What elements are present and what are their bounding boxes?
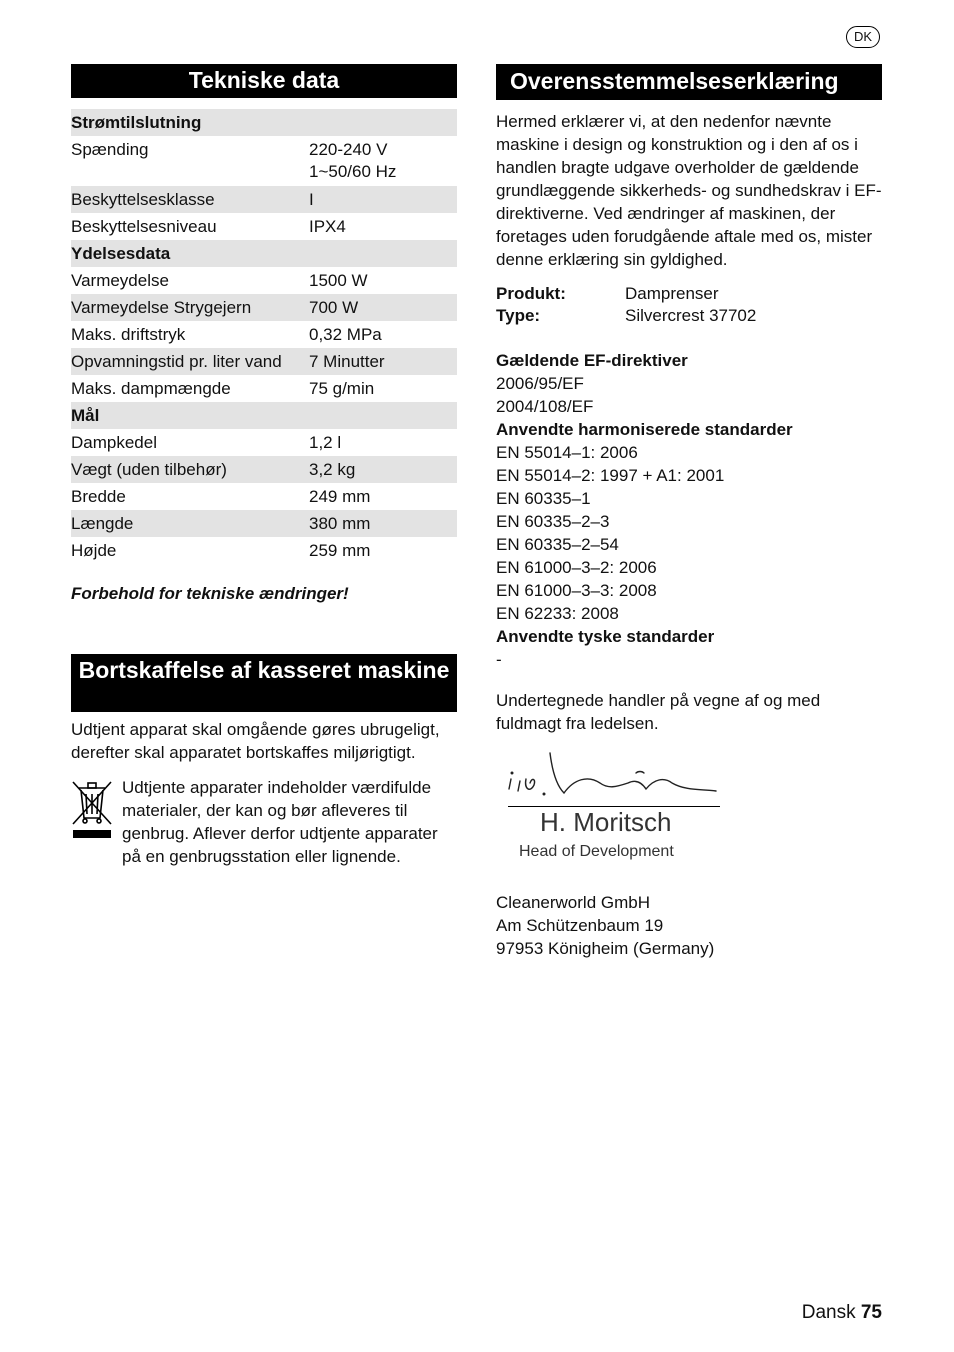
spec-group-label: Strømtilslutning [71,113,202,132]
page-number: 75 [860,1302,882,1323]
recycling-block [71,776,457,868]
right-column [496,64,882,960]
spec-row [71,294,457,321]
language-badge: DK [846,26,880,48]
spec-row [71,456,457,483]
spec-value: 220-240 V 1~50/60 Hz [309,140,397,181]
crossed-bin-icon [71,776,122,868]
company-city: 97953 Königheim (Germany) [496,939,715,958]
spec-row [71,483,457,510]
spec-label: Dampkedel [71,433,157,452]
spec-label: Højde [71,541,117,560]
standard-item: 2004/108/EF [496,397,594,416]
type-value: Silvercrest 37702 [625,306,757,325]
spec-label: Vægt (uden tilbehør) [71,460,227,479]
spec-row [71,213,457,240]
spec-label: Bredde [71,487,126,506]
standard-item: EN 60335–2–3 [496,512,610,531]
spec-value: IPX4 [309,217,346,236]
standard-item: 2006/95/EF [496,374,584,393]
spec-label: Opvamningstid pr. liter vand [71,352,282,371]
spec-label: Beskyttelsesklasse [71,190,215,209]
standard-item: EN 55014–2: 1997 + A1: 2001 [496,466,725,485]
company-name: Cleanerworld GmbH [496,893,650,912]
spec-label: Varmeydelse [71,271,169,290]
signature-title: Head of Development [519,843,674,860]
standards-heading: Anvendte harmoniserede standarder [496,420,793,439]
standard-item: - [496,650,502,669]
spec-row [71,537,457,564]
standard-item: EN 60335–1 [496,489,591,508]
disposal-heading: Bortskaffelse af kasseret maskine [71,654,457,712]
spec-value: 700 W [309,298,359,317]
spec-row [71,136,457,186]
signature-name: H. Moritsch [540,807,672,837]
standard-item: EN 61000–3–2: 2006 [496,558,657,577]
spec-label: Spænding [71,140,149,159]
spec-value: 3,2 kg [309,460,356,479]
spec-group-label: Ydelsesdata [71,244,171,263]
spec-value: 75 g/min [309,379,375,398]
footer-language: Dansk [801,1302,856,1323]
spec-row [71,186,457,213]
spec-group-row [71,240,457,267]
declaration-text: Hermed erklærer vi, at den nedenfor nævnte maskine i design og konstruktion og i den af os i handlen bragte udgave overholder de gældende grundlæggende sikkerheds- og sundhedskrav i EF-direktiverne. Ved ændringer af maskinen, der foretages uden forudgående aftale med os, mister denne erklæring sin gyldighed. [496,112,882,269]
type-row [496,305,882,327]
disposal-intro: Udtjent apparat skal omgående gøres ubrugeligt, derefter skal apparatet bortskaffes miljørigtigt. [71,720,440,762]
company-address [496,891,882,960]
spec-group-label: Mål [71,406,100,425]
spec-table [71,109,457,564]
spec-value: I [309,190,314,209]
standards-list [496,349,882,671]
spec-value: 380 mm [309,514,371,533]
standard-item: EN 55014–1: 2006 [496,443,638,462]
spec-value: 0,32 MPa [309,325,382,344]
signature-block [496,749,882,869]
spec-value: 1500 W [309,271,368,290]
spec-row [71,321,457,348]
product-value: Damprenser [625,284,719,303]
spec-row [71,510,457,537]
spec-label: Længde [71,514,134,533]
left-column [71,64,457,868]
spec-row [71,429,457,456]
technical-changes-note: Forbehold for tekniske ændringer! [71,584,349,603]
spec-value: 249 mm [309,487,371,506]
signer-intro: Undertegnede handler på vegne af og med fuldmagt fra ledelsen. [496,691,821,733]
product-label: Produkt: [496,284,566,303]
standard-item: EN 62233: 2008 [496,604,619,623]
recycling-text: Udtjente apparater indeholder værdifulde materialer, der kan og bør afleveres til genbrug. Aflever derfor udtjente apparater på en genbrugsstation eller lignende. [122,778,438,866]
spec-value: 1,2 l [309,433,342,452]
company-street: Am Schützenbaum 19 [496,916,664,935]
declaration-heading: Overensstemmelseserklæring [496,64,882,100]
page-footer [802,1302,882,1324]
standards-heading: Gældende EF-direktiver [496,351,688,370]
product-row [496,283,882,305]
handwritten-signature [496,749,736,809]
spec-row [71,348,457,375]
spec-label: Maks. dampmængde [71,379,231,398]
spec-value: 7 Minutter [309,352,385,371]
type-label: Type: [496,306,541,325]
product-info [496,283,882,327]
spec-group-row [71,109,457,136]
tech-data-heading: Tekniske data [71,64,457,98]
standard-item: EN 60335–2–54 [496,535,619,554]
spec-row [71,267,457,294]
spec-row [71,375,457,402]
spec-group-row [71,402,457,429]
spec-label: Maks. driftstryk [71,325,186,344]
spec-label: Beskyttelsesniveau [71,217,217,236]
standard-item: EN 61000–3–3: 2008 [496,581,657,600]
spec-label: Varmeydelse Strygejern [71,298,252,317]
spec-value: 259 mm [309,541,371,560]
standards-heading: Anvendte tyske standarder [496,627,715,646]
